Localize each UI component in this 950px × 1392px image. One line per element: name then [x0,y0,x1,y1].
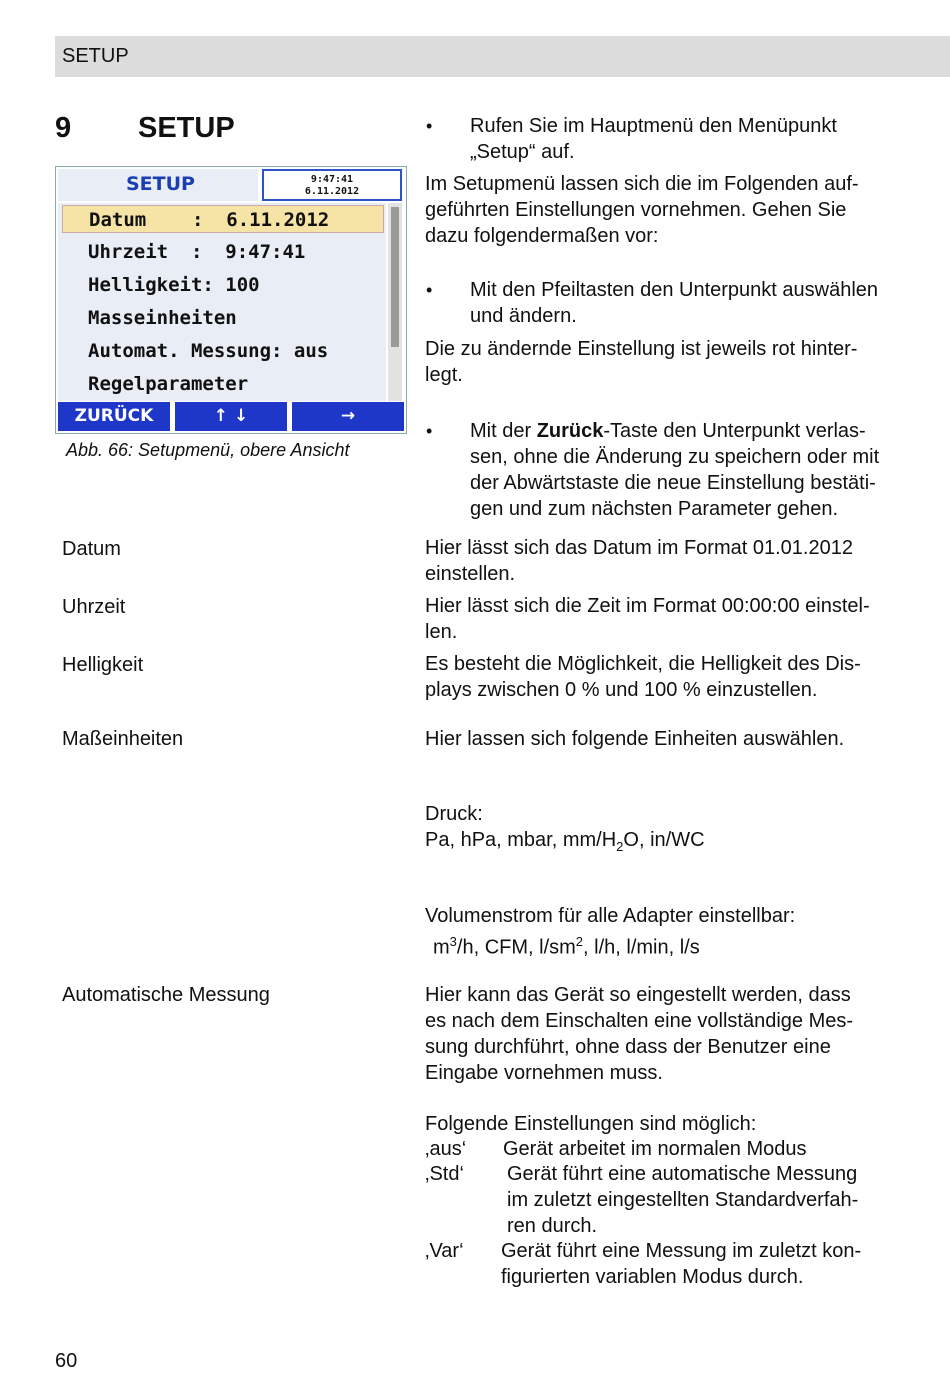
item-text-datum-line-1: Hier lässt sich das Datum im Format 01.01.2012 [425,537,853,559]
intro-bullet-3-line-4: gen und zum nächsten Parameter gehen. [470,498,839,520]
option-key-var: ‚Var‘ [425,1240,464,1262]
option-text-std-line-1: Gerät führt eine automatische Messung [507,1163,858,1185]
intro-bullet-1-line-1: Rufen Sie im Hauptmenü den Menüpunkt [470,115,837,137]
section-title: SETUP [138,112,235,144]
item-label-auto: Automatische Messung [62,984,270,1006]
druck-units-sub: 2 [616,839,624,854]
section-number: 9 [55,112,72,144]
screen-date: 6.11.2012 [304,186,360,197]
running-header [55,36,950,77]
screen-menu-item-datum: Datum : 6.11.2012 [62,205,384,233]
figure-caption: Abb. 66: Setupmenü, obere Ansicht [66,440,350,460]
item-text-auto-line-2: es nach dem Einschalten eine vollständige Mes- [425,1010,854,1032]
item-text-datum [425,535,940,587]
vol-label: Volumenstrom für alle Adapter einstellbar: [425,905,796,927]
intro-bullet-3-line-3: der Abwärtstaste die neue Einstellung bestäti- [470,472,876,494]
option-text-var-line-1: Gerät führt eine Messung im zuletzt kon- [501,1240,862,1262]
vol-units-a: m [433,936,450,959]
intro-bullet-2-line-2: und ändern. [470,305,577,327]
bullet-icon: • [426,116,433,136]
intro-bullet-3-line-2: sen, ohne die Änderung zu speichern oder mit [470,446,880,468]
druck-units [425,827,940,860]
setup-screen-figure [55,166,407,434]
intro-paragraph-1-line-3: dazu folgendermaßen vor: [425,225,659,247]
item-label-uhrzeit: Uhrzeit [62,596,126,618]
screen-updown-softkey: ↑ ↓ [175,402,287,431]
item-text-helligkeit-line-1: Es besteht die Möglichkeit, die Helligkeit des Dis- [425,653,861,675]
running-header-title: SETUP [62,45,129,67]
item-text-uhrzeit [425,593,940,645]
intro-bullet-2 [470,277,940,329]
screen-menu-item-masseinheiten: Masseinheiten [88,307,237,329]
intro-paragraph-1-line-1: Im Setupmenü lassen sich die im Folgenden auf- [425,173,859,195]
screen-menu-item-regelparameter: Regelparameter [88,373,249,395]
screen-menu-list [58,203,386,401]
vol-units-sup-1: 3 [449,934,457,949]
item-text-helligkeit [425,651,940,703]
intro-bullet-1-line-2: „Setup“ auf. [470,141,575,163]
item-text-masseinheiten: Hier lassen sich folgende Einheiten auswählen. [425,728,845,750]
item-text-auto-line-4: Eingabe vornehmen muss. [425,1062,663,1084]
bullet-icon: • [426,280,433,300]
druck-units-b: O, in/WC [623,829,705,851]
druck-label: Druck: [425,803,483,825]
item-text-uhrzeit-line-2: len. [425,621,458,643]
screen-softkeys [58,402,404,431]
screen-back-softkey: ZURÜCK [58,402,170,431]
vol-units-b: /h, CFM, l/sm [456,936,576,959]
item-text-auto [425,982,940,1086]
unit-group-volumenstrom [425,903,940,961]
intro-paragraph-2-line-2: legt. [425,364,463,386]
item-text-uhrzeit-line-1: Hier lässt sich die Zeit im Format 00:00:00 einstel- [425,595,870,617]
item-text-helligkeit-line-2: plays zwischen 0 % und 100 % einzustellen. [425,679,818,701]
screen-scrollbar-thumb [391,207,399,347]
intro-bullet-3-pre: Mit der [470,420,537,442]
druck-units-a: Pa, hPa, mbar, mm/H [425,829,617,851]
screen-title: SETUP [126,173,195,195]
screen-menu-item-automat: Automat. Messung: aus [88,340,329,362]
vol-units-sup-2: 2 [575,934,584,949]
option-text-std-line-3: ren durch. [507,1215,598,1237]
screen-menu-item-helligkeit: Helligkeit: 100 [88,274,260,296]
screen-menu-item-uhrzeit: Uhrzeit : 9:47:41 [88,241,306,263]
intro-bullet-3 [470,418,940,522]
item-label-helligkeit: Helligkeit [62,654,144,676]
vol-units [425,929,940,961]
item-text-datum-line-2: einstellen. [425,563,516,585]
screen-scrollbar [388,203,402,401]
screen-time: 9:47:41 [310,174,354,185]
bullet-icon: • [426,421,433,441]
screen-title-bar [58,169,258,201]
intro-paragraph-1 [425,171,940,249]
intro-bullet-3-line-1 [470,418,940,444]
option-text-var [501,1238,943,1290]
screen-clock [262,169,402,201]
unit-group-druck [425,801,940,860]
intro-bullet-3-bold: Zurück [536,420,604,442]
option-text-std [507,1161,943,1239]
screen-next-softkey: → [292,402,404,431]
intro-bullet-1 [470,113,940,165]
option-text-var-line-2: figurierten variablen Modus durch. [501,1266,804,1288]
intro-paragraph-2-line-1: Die zu ändernde Einstellung ist jeweils rot hinter- [425,338,858,360]
option-text-std-line-2: im zuletzt eingestellten Standardverfah- [507,1189,859,1211]
option-text-aus: Gerät arbeitet im normalen Modus [503,1138,807,1160]
option-key-aus: ‚aus‘ [425,1138,467,1160]
item-label-masseinheiten: Maßeinheiten [62,728,184,750]
item-text-auto-line-1: Hier kann das Gerät so eingestellt werden, dass [425,984,851,1006]
item-label-datum: Datum [62,538,121,560]
item-text-auto-line-3: sung durchführt, ohne dass der Benutzer eine [425,1036,831,1058]
intro-bullet-2-line-1: Mit den Pfeiltasten den Unterpunkt auswählen [470,279,879,301]
page-number: 60 [55,1350,78,1372]
option-key-std: ‚Std‘ [425,1163,464,1185]
intro-bullet-3-post: -Taste den Unterpunkt verlas- [603,420,866,442]
vol-units-c: , l/h, l/min, l/s [583,936,700,959]
auto-options-intro: Folgende Einstellungen sind möglich: [425,1113,757,1135]
intro-paragraph-1-line-2: geführten Einstellungen vornehmen. Gehen Sie [425,199,847,221]
intro-paragraph-2 [425,336,940,388]
